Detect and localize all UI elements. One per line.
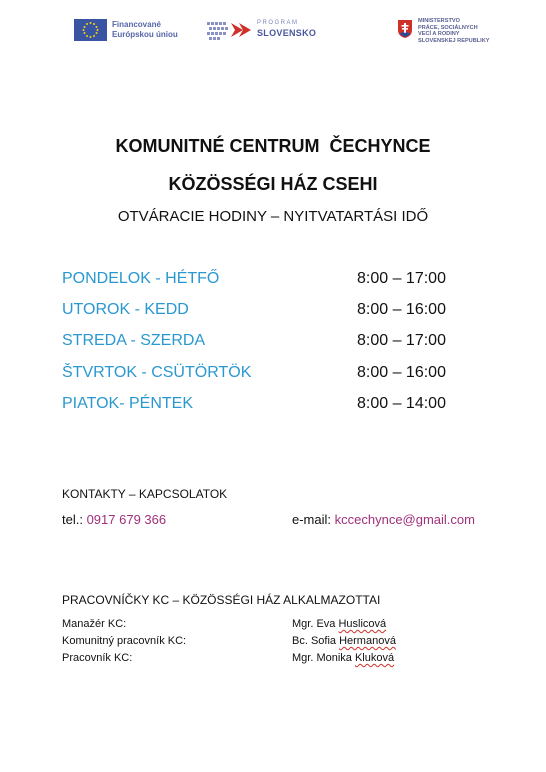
contacts-heading: KONTAKTY – KAPCSOLATOK <box>62 487 228 501</box>
schedule-day-wednesday: STREDA - SZERDA <box>62 332 206 349</box>
staff-role-worker: Pracovník KC: <box>62 652 133 664</box>
phone-number[interactable]: 0917 679 366 <box>86 512 167 527</box>
slovak-crest-icon <box>398 20 412 38</box>
program-slovensko-logo-icon <box>207 19 253 41</box>
eu-flag-icon <box>74 19 107 41</box>
email-line <box>292 512 475 527</box>
phone-line <box>62 512 166 527</box>
schedule-hours-thursday: 8:00 – 16:00 <box>357 364 446 381</box>
schedule-day-monday: PONDELOK - HÉTFŐ <box>62 270 220 287</box>
eu-logo-text: Financované Európskou úniou <box>112 20 178 39</box>
schedule-day-tuesday: UTOROK - KEDD <box>62 301 189 318</box>
program-logo-text-bottom: SLOVENSKO <box>257 28 317 38</box>
page-title-secondary: KÖZÖSSÉGI HÁZ CSEHI <box>168 174 378 194</box>
staff-name-manager <box>292 618 386 630</box>
email-label: e-mail: <box>292 512 335 527</box>
ministry-logo-text: MINISTERSTVO PRÁCE, SOCIÁLNYCH VECÍ A RODINY SLOVENSKEJ REPUBLIKY <box>418 18 490 44</box>
staff-name-prefix: Mgr. Monika <box>292 652 355 664</box>
staff-surname: Hermanová <box>339 635 396 647</box>
schedule-day-thursday: ŠTVRTOK - CSÜTÖRTÖK <box>62 364 252 381</box>
staff-name-prefix: Bc. Sofia <box>292 635 340 647</box>
page-title: KOMUNITNÉ CENTRUM ČECHYNCE <box>115 136 431 156</box>
schedule-hours-wednesday: 8:00 – 17:00 <box>357 332 446 349</box>
staff-name-community-worker <box>292 635 396 647</box>
program-logo-text-top: PROGRAM <box>257 20 299 26</box>
staff-role-manager: Manažér KC: <box>62 618 127 630</box>
schedule-day-friday: PIATOK- PÉNTEK <box>62 395 193 412</box>
staff-role-community-worker: Komunitný pracovník KC: <box>62 635 187 647</box>
staff-surname: Kluková <box>354 652 395 664</box>
staff-name-prefix: Mgr. Eva <box>292 618 339 630</box>
email-link[interactable]: kccechynce@gmail.com <box>334 512 475 527</box>
schedule-hours-friday: 8:00 – 14:00 <box>357 395 446 412</box>
staff-name-worker <box>292 652 394 664</box>
staff-surname: Huslicová <box>338 618 387 630</box>
opening-hours-subtitle: OTVÁRACIE HODINY – NYITVATARTÁSI IDŐ <box>117 208 429 225</box>
schedule-hours-monday: 8:00 – 17:00 <box>357 270 446 287</box>
staff-heading: PRACOVNÍČKY KC – KÖZÖSSÉGI HÁZ ALKALMAZOTTAI <box>62 593 381 607</box>
phone-label: tel.: <box>62 512 87 527</box>
schedule-hours-tuesday: 8:00 – 16:00 <box>357 301 446 318</box>
